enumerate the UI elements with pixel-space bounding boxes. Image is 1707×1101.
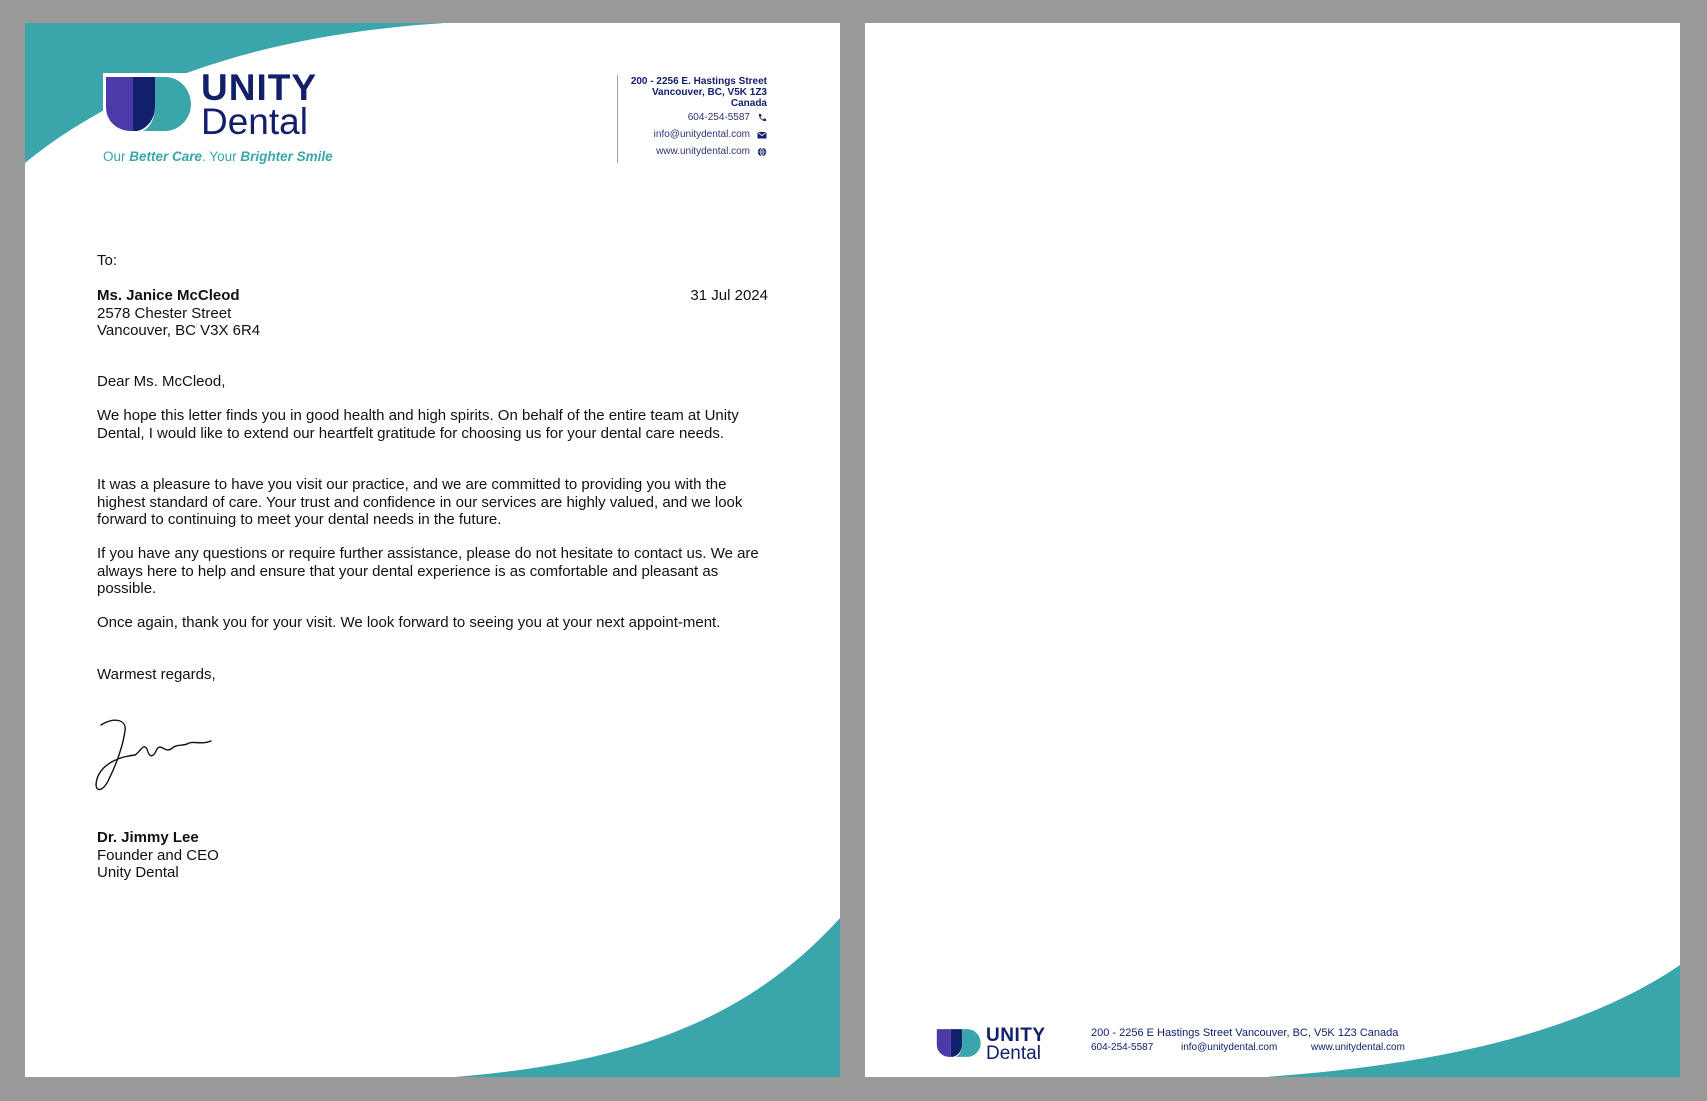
phone-icon <box>757 113 767 123</box>
recipient-street: 2578 Chester Street <box>97 304 232 322</box>
footer-email: info@unitydental.com <box>1181 1042 1278 1053</box>
closing: Warmest regards, <box>97 666 216 683</box>
recipient-block <box>97 287 777 340</box>
bottom-right-swoosh-2 <box>1265 965 1680 1077</box>
logo-wordmark-bottom: Dental <box>201 101 308 142</box>
address-line-2: Vancouver, BC, V5K 1Z3 <box>651 87 767 98</box>
address-line-1: 200 - 2256 E. Hastings Street <box>630 76 767 87</box>
footer-wordmark-top: UNITY <box>986 1025 1046 1046</box>
footer-address: 200 - 2256 E Hastings Street Vancouver, BC, V5K 1Z3 Canada <box>1091 1027 1399 1039</box>
signer-organization: Unity Dental <box>97 864 179 881</box>
address-line-3: Canada <box>730 98 767 109</box>
contact-phone <box>688 112 767 123</box>
logo-wordmark-top: UNITY <box>201 67 317 108</box>
globe-icon <box>757 147 767 157</box>
signature-image <box>95 713 215 799</box>
paragraph-2: It was a pleasure to have you visit our practice, and we are committed to providing you with the highest standard of care. Your trust and confidence in our services are highly valued, and we look forward to continuing to meet your dental needs in the future. <box>97 476 743 528</box>
mail-icon <box>757 130 767 140</box>
letter-date: 31 Jul 2024 <box>690 287 768 304</box>
tagline-emphasis-2: Brighter Smile <box>240 149 333 164</box>
to-label: To: <box>97 252 118 269</box>
signer-block <box>97 829 777 882</box>
signer-title: Founder and CEO <box>97 846 219 864</box>
paragraph-3: If you have any questions or require further assistance, please do not hesitate to contact us. We are always here to help and ensure that your dental experience is as comfortable and pleasant as possible. <box>97 545 759 597</box>
page-decoration-2 <box>865 23 1680 1077</box>
salutation: Dear Ms. McCleod, <box>97 373 226 390</box>
bottom-right-swoosh <box>455 918 840 1077</box>
footer-logo-icon <box>935 1027 983 1059</box>
tagline-text-2: . Your <box>202 149 241 164</box>
contact-divider <box>617 75 618 163</box>
paragraph-1: We hope this letter finds you in good health and high spirits. On behalf of the entire team at Unity Dental, I would like to extend our heartfelt gratitude for choosing us for your dental care needs. <box>97 407 739 442</box>
footer-phone: 604-254-5587 <box>1091 1042 1154 1053</box>
letterhead-page-2 <box>865 23 1680 1077</box>
letterhead-page-1 <box>25 23 840 1077</box>
signer-name: Dr. Jimmy Lee <box>97 829 199 846</box>
recipient-name: Ms. Janice McCleod <box>97 287 240 304</box>
contact-address <box>631 76 767 109</box>
contact-website <box>656 146 767 157</box>
tagline <box>103 149 333 164</box>
footer-wordmark-bottom: Dental <box>986 1043 1041 1064</box>
tagline-text-1: Our <box>103 149 130 164</box>
logo-icon <box>103 73 195 135</box>
paragraph-4: Once again, thank you for your visit. We look forward to seeing you at your next appoint-ment. <box>97 614 721 631</box>
recipient-city: Vancouver, BC V3X 6R4 <box>97 322 261 339</box>
contact-email <box>654 129 767 140</box>
email-text: info@unitydental.com <box>653 129 750 140</box>
website-text: www.unitydental.com <box>656 146 750 157</box>
tagline-emphasis-1: Better Care <box>129 149 203 164</box>
phone-text: 604-254-5587 <box>687 112 750 123</box>
footer-website: www.unitydental.com <box>1311 1042 1405 1053</box>
